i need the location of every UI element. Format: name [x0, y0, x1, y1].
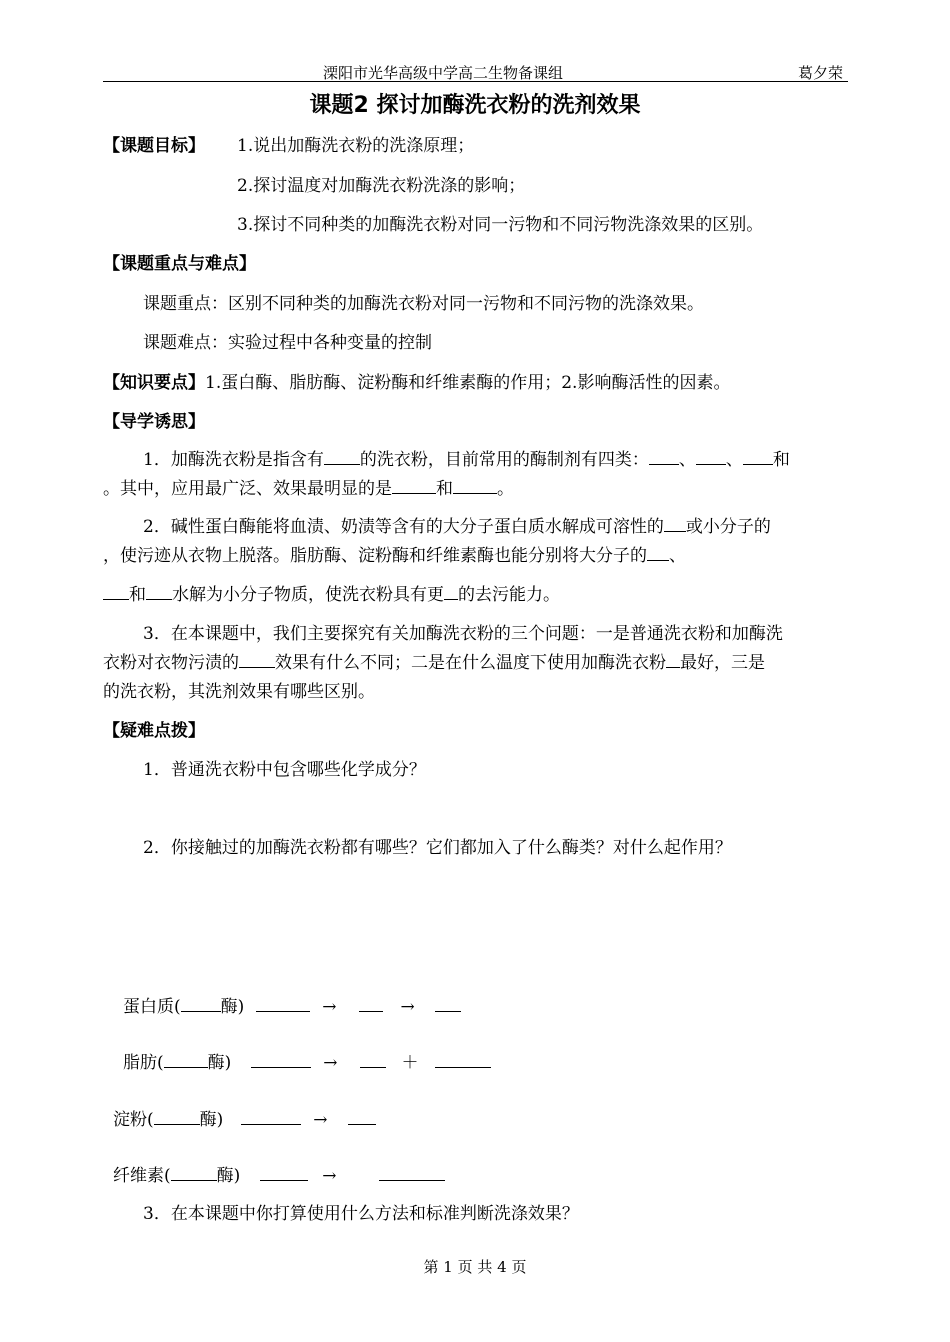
text: 蛋白质( [123, 997, 181, 1017]
text: 和 [129, 585, 146, 605]
text: 酶) [220, 997, 245, 1017]
objectives-label: 【课题目标】 [103, 136, 205, 156]
blank [444, 585, 458, 600]
text: 效果有什么不同；二是在什么温度下使用加酶洗衣粉 [275, 653, 666, 673]
guide-q3-line1: 3．在本课题中，我们主要探究有关加酶洗衣粉的三个问题：一是普通洗衣粉和加酶洗 [143, 624, 783, 644]
focus-difficult: 课题难点：实验过程中各种变量的控制 [143, 333, 432, 353]
blank [664, 517, 686, 532]
blank [696, 450, 726, 465]
blank [239, 653, 275, 668]
guide-q1-line1 [143, 445, 790, 470]
text: 、 [669, 546, 686, 566]
blank [359, 997, 383, 1012]
text: 和 [436, 479, 453, 499]
text: 纤维素( [113, 1166, 171, 1186]
tips-q3: 3．在本课题中你打算使用什么方法和标准判断洗涤效果？ [143, 1204, 579, 1224]
blank [164, 1053, 208, 1068]
blank [154, 1110, 200, 1125]
blank [241, 1110, 301, 1125]
blank [256, 997, 310, 1012]
blank [392, 479, 436, 494]
page-title: 课题2 探讨加酶洗衣粉的洗剂效果 [309, 93, 641, 118]
text: 1．加酶洗衣粉是指含有 [143, 450, 324, 470]
text: 水解为小分子物质，使洗衣粉具有更 [172, 585, 444, 605]
blank [453, 479, 497, 494]
header-author: 葛夕荣 [798, 64, 844, 82]
guide-label: 【导学诱思】 [103, 412, 205, 432]
blank [649, 450, 679, 465]
objective-item-2: 2.探讨温度对加酶洗衣粉洗涤的影响； [237, 176, 526, 196]
text: 、 [678, 450, 696, 470]
guide-q2-line1 [143, 512, 771, 537]
text: 。其中，应用最广泛、效果最明显的是 [103, 479, 392, 499]
text: 的去污能力。 [458, 585, 560, 605]
blank [171, 1166, 217, 1181]
guide-q2-line2 [103, 541, 686, 566]
text: 酶) [216, 1166, 241, 1186]
blank [146, 585, 172, 600]
blank [435, 997, 461, 1012]
tips-label: 【疑难点拨】 [103, 721, 205, 741]
page-footer: 第 1 页 共 4 页 [423, 1258, 527, 1276]
knowledge-label: 【知识要点】 [103, 373, 205, 393]
focus-key: 课题重点：区别不同种类的加酶洗衣粉对同一污物和不同污物的洗涤效果。 [143, 294, 704, 314]
tips-q1: 1．普通洗衣粉中包含哪些化学成分？ [143, 760, 426, 780]
guide-q3-line2 [103, 648, 765, 673]
text: 、 [725, 450, 743, 470]
guide-q2-line3 [103, 580, 560, 605]
blank [379, 1166, 445, 1181]
text: 酶) [207, 1053, 232, 1073]
blank [324, 450, 360, 465]
objective-item-1: 1.说出加酶洗衣粉的洗涤原理； [237, 136, 475, 156]
text: 酶) [199, 1110, 224, 1130]
text: 的洗衣粉，目前常用的酶制剂有四类： [359, 450, 649, 470]
reaction-starch [113, 1105, 376, 1130]
text: 和 [772, 450, 790, 470]
focus-label: 【课题重点与难点】 [103, 254, 256, 274]
blank [260, 1166, 308, 1181]
arrow-icon: → [322, 1166, 337, 1186]
objective-item-3: 3.探讨不同种类的加酶洗衣粉对同一污物和不同污物洗涤效果的区别。 [237, 215, 764, 235]
header-school: 溧阳市光华高级中学高二生物备课组 [323, 64, 564, 82]
header-rule [103, 81, 848, 82]
text: 。 [497, 479, 514, 499]
plus-icon: ＋ [401, 1053, 419, 1073]
blank [743, 450, 773, 465]
blank [435, 1053, 491, 1068]
tips-q2: 2．你接触过的加酶洗衣粉都有哪些？它们都加入了什么酶类？对什么起作用？ [143, 838, 732, 858]
blank [251, 1053, 311, 1068]
arrow-icon: → [322, 997, 337, 1017]
text: 淀粉( [113, 1110, 154, 1130]
knowledge-line [103, 368, 730, 393]
blank [666, 653, 680, 668]
text: 脂肪( [123, 1053, 164, 1073]
blank [360, 1053, 386, 1068]
arrow-icon: → [323, 1053, 338, 1073]
blank [647, 546, 669, 561]
arrow-icon: → [313, 1110, 328, 1130]
blank [103, 585, 129, 600]
reaction-cellulose [113, 1161, 445, 1186]
blank [181, 997, 221, 1012]
guide-q1-line2 [103, 474, 514, 499]
arrow-icon: → [400, 997, 415, 1017]
text: ，使污迹从衣物上脱落。脂肪酶、淀粉酶和纤维素酶也能分别将大分子的 [103, 546, 647, 566]
text: 最好，三是 [680, 653, 765, 673]
text: 衣粉对衣物污渍的 [103, 653, 239, 673]
guide-q3-line3: 的洗衣粉，其洗剂效果有哪些区别。 [103, 682, 375, 702]
text: 或小分子的 [685, 517, 771, 537]
blank [348, 1110, 376, 1125]
reaction-fat [123, 1048, 491, 1073]
knowledge-text: 1.蛋白酶、脂肪酶、淀粉酶和纤维素酶的作用；2.影响酶活性的因素。 [205, 373, 731, 393]
reaction-protein [123, 992, 461, 1017]
text: 2．碱性蛋白酶能将血渍、奶渍等含有的大分子蛋白质水解成可溶性的 [143, 517, 664, 537]
